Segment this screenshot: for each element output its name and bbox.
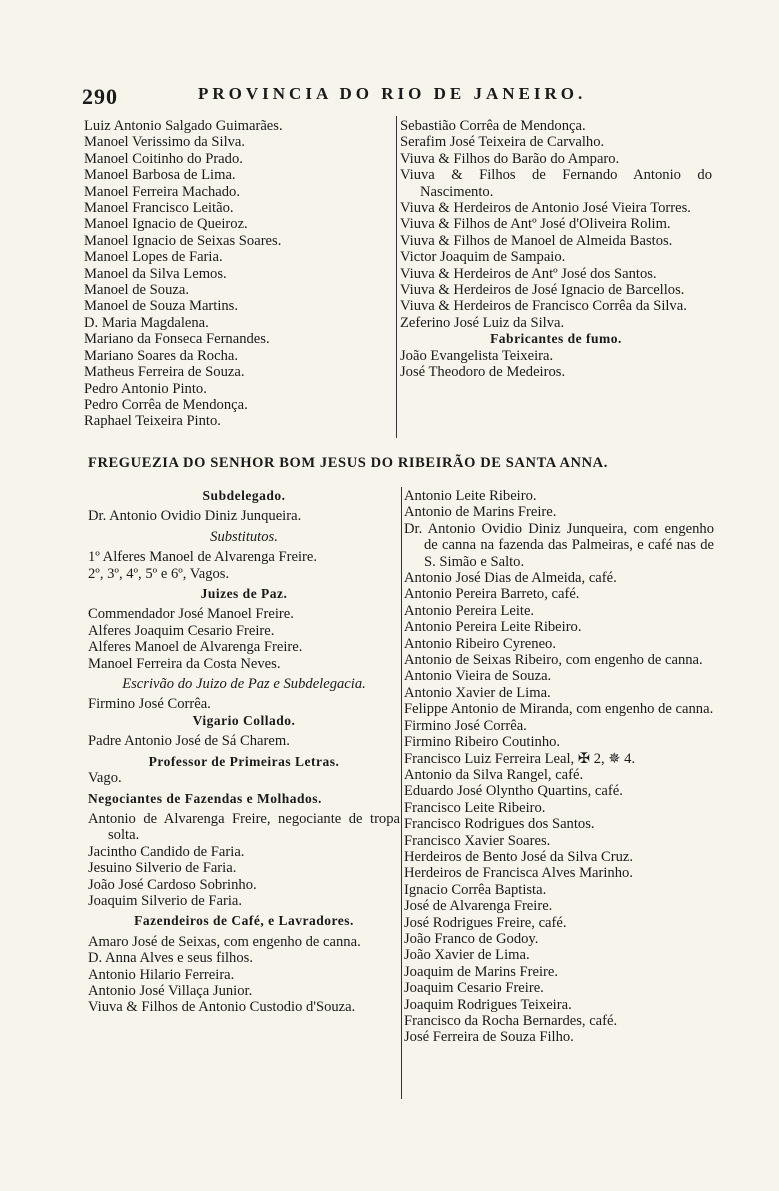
list-item: Viuva & Herdeiros de Antonio José Vieira Torres. — [400, 200, 691, 217]
list-item: Manoel da Silva Lemos. — [84, 265, 227, 282]
list-item: 1º Alferes Manoel de Alvarenga Freire. — [88, 549, 318, 566]
list-item: Manoel Ferreira da Costa Neves. — [88, 655, 281, 672]
list-item: Zeferino José Luiz da Silva. — [400, 314, 565, 331]
list-item: José Rodrigues Freire, café. — [404, 914, 567, 931]
section-heading-vigario: Vigario Collado. — [192, 712, 296, 728]
list-item: Jesuino Silverio de Faria. — [88, 860, 237, 877]
list-item: Felippe Antonio de Miranda, com engenho de canna. — [404, 701, 714, 718]
list-item: Eduardo José Olyntho Quartins, café. — [404, 783, 623, 800]
list-item: João Franco de Godoy. — [404, 930, 539, 947]
list-item: D. Maria Magdalena. — [84, 314, 209, 331]
list-item: Manoel Lopes de Faria. — [84, 249, 223, 266]
section-heading-negociantes: Negociantes de Fazendas e Molhados. — [88, 790, 322, 806]
list-item: Raphael Teixeira Pinto. — [84, 413, 221, 430]
list-item: Viuva & Herdeiros de Francisco Corrêa da Silva. — [400, 298, 687, 315]
list-item: Pedro Antonio Pinto. — [84, 380, 207, 397]
list-item: D. Anna Alves e seus filhos. — [88, 950, 253, 967]
list-item: Antonio Pereira Barreto, café. — [404, 586, 580, 603]
list-item: Joaquim Silverio de Faria. — [88, 892, 243, 909]
list-item: Antonio de Seixas Ribeiro, com engenho de canna. — [404, 652, 703, 669]
list-item: Antonio Pereira Leite. — [404, 602, 535, 619]
column-divider-bottom — [401, 487, 402, 1099]
list-item: Mariano Soares da Rocha. — [84, 347, 238, 364]
list-item: José Ferreira de Souza Filho. — [404, 1029, 574, 1046]
list-item: Ignacio Corrêa Baptista. — [404, 881, 547, 898]
list-item: Dr. Antonio Ovidio Diniz Junqueira, com engenho de canna na fazenda das Palmeiras, e café nas de S. Simão e Salto. — [404, 520, 714, 570]
bottom-right-column — [404, 488, 714, 1046]
list-item: Antonio Ribeiro Cyreneo. — [404, 635, 556, 652]
list-item: Manoel Ignacio de Seixas Soares. — [84, 232, 282, 249]
list-item: Manoel Coitinho do Prado. — [84, 150, 243, 167]
list-item: Jacintho Candido de Faria. — [88, 843, 245, 860]
list-item: Viuva & Filhos de Manoel de Almeida Bastos. — [400, 232, 673, 249]
list-item: Francisco Luiz Ferreira Leal, ✠ 2, ✵ 4. — [404, 750, 636, 767]
list-item: Antonio José Villaça Junior. — [88, 982, 253, 999]
section-heading-juizes: Juizes de Paz. — [200, 586, 288, 602]
list-item: Francisco da Rocha Bernardes, café. — [404, 1013, 618, 1029]
list-item: Viuva & Herdeiros de Antº José dos Santos. — [400, 265, 657, 282]
list-item: Manoel Barbosa de Lima. — [84, 167, 236, 184]
list-item: Francisco Rodrigues dos Santos. — [404, 816, 595, 833]
list-item: Antonio Pereira Leite Ribeiro. — [404, 619, 582, 636]
list-item: Matheus Ferreira de Souza. — [84, 364, 245, 381]
list-item: Manoel de Souza Martins. — [84, 298, 239, 315]
column-divider-top — [396, 116, 397, 438]
list-item: Viuva & Filhos do Barão do Amparo. — [400, 150, 620, 167]
list-item: Viuva & Filhos de Fernando Antonio do Nascimento. — [400, 167, 712, 200]
list-item: Firmino José Corrêa. — [88, 696, 211, 713]
list-item: Antonio Xavier de Lima. — [404, 684, 551, 701]
page-number: 290 — [82, 84, 118, 109]
list-item: José Theodoro de Medeiros. — [400, 364, 566, 381]
section-heading-escrivao: Escrivão do Juizo de Paz e Subdelegacia. — [122, 676, 366, 693]
list-item: Manoel Ignacio de Queiroz. — [84, 216, 248, 233]
list-item: Manoel Francisco Leitão. — [84, 200, 234, 217]
list-item: Firmino José Corrêa. — [404, 717, 527, 734]
list-item: Antonio Hilario Ferreira. — [88, 966, 235, 983]
section-heading-fumo: Fabricantes de fumo. — [490, 331, 622, 347]
list-item: Viuva & Herdeiros de José Ignacio de Barcellos. — [400, 282, 685, 299]
list-item: Viuva & Filhos de Antonio Custodio d'Souza. — [88, 999, 356, 1016]
section-heading-subdelegado: Subdelegado. — [202, 488, 286, 503]
list-item: Antonio José Dias de Almeida, café. — [404, 570, 617, 587]
list-item: Francisco Leite Ribeiro. — [404, 799, 546, 816]
list-item: Joaquim de Marins Freire. — [404, 963, 559, 980]
list-item: José de Alvarenga Freire. — [404, 898, 553, 915]
list-item: 2º, 3º, 4º, 5º e 6º, Vagos. — [88, 565, 230, 582]
list-item: Francisco Xavier Soares. — [404, 832, 551, 849]
list-item: Viuva & Filhos de Antº José d'Oliveira Rolim. — [400, 216, 671, 233]
list-item: Pedro Corrêa de Mendonça. — [84, 396, 248, 413]
list-item: Padre Antonio José de Sá Charem. — [88, 733, 290, 750]
list-item: Manoel Verissimo da Silva. — [84, 134, 246, 151]
list-item: João Xavier de Lima. — [404, 947, 530, 964]
list-item: Amaro José de Seixas, com engenho de canna. — [88, 933, 361, 950]
list-item: Firmino Ribeiro Coutinho. — [404, 734, 561, 751]
list-item: Manoel Ferreira Machado. — [84, 183, 241, 200]
list-item: Luiz Antonio Salgado Guimarães. — [84, 118, 283, 134]
list-item: Antonio Vieira de Souza. — [404, 668, 552, 685]
list-item: Joaquim Rodrigues Teixeira. — [404, 996, 572, 1013]
list-item: Sebastião Corrêa de Mendonça. — [400, 118, 586, 134]
list-item: Alferes Manoel de Alvarenga Freire. — [88, 639, 303, 656]
running-header: PROVINCIA DO RIO DE JANEIRO. — [198, 84, 587, 103]
list-item: Herdeiros de Francisca Alves Marinho. — [404, 865, 633, 882]
list-item: Serafim José Teixeira de Carvalho. — [400, 134, 605, 151]
top-left-column — [84, 118, 394, 430]
parish-title: FREGUEZIA DO SENHOR BOM JESUS DO RIBEIRÃO DE SANTA ANNA. — [88, 455, 608, 471]
list-item: Dr. Antonio Ovidio Diniz Junqueira. — [88, 508, 302, 525]
list-item: Herdeiros de Bento José da Silva Cruz. — [404, 848, 633, 865]
list-item: Antonio de Alvarenga Freire, negociante de tropa solta. — [88, 810, 400, 844]
list-item: Antonio da Silva Rangel, café. — [404, 766, 584, 783]
list-item: Joaquim Cesario Freire. — [404, 980, 544, 997]
list-item: João José Cardoso Sobrinho. — [88, 876, 257, 893]
section-heading-fazendeiros: Fazendeiros de Café, e Lavradores. — [134, 913, 354, 929]
list-item: Victor Joaquim de Sampaio. — [400, 249, 566, 266]
list-item: Alferes Joaquim Cesario Freire. — [88, 622, 275, 639]
list-item: Vago. — [88, 770, 122, 787]
section-heading-professor: Professor de Primeiras Letras. — [148, 753, 340, 769]
section-heading-substitutos: Substitutos. — [210, 528, 278, 545]
list-item: Commendador José Manoel Freire. — [88, 606, 294, 623]
bottom-left-column — [88, 488, 400, 1016]
list-item: João Evangelista Teixeira. — [400, 347, 554, 364]
top-right-column — [400, 118, 712, 381]
list-item: Mariano da Fonseca Fernandes. — [84, 331, 270, 348]
list-item: Antonio de Marins Freire. — [404, 504, 557, 521]
list-item: Antonio Leite Ribeiro. — [404, 488, 537, 504]
list-item: Manoel de Souza. — [84, 282, 189, 299]
